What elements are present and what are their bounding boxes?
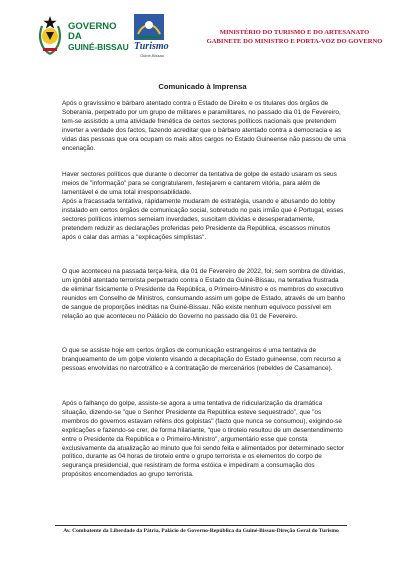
paragraph-3: Após a fracassada tentativa, rápidamente mudaram de estratégia, usando e abusando do lobby instalado em certos órgãos de comunicação social, sobretudo no país irmão que é Portugal, esses sectores políticos internos semeiam inverdades, suscitam dúvidas e desesperadamente, pretendem reduzir as declarações proferidas pelo Presidente da República, escassos minutos após o calar das armas a "explicações simplistas". <box>62 198 344 241</box>
footer-divider <box>55 525 347 526</box>
national-emblem-icon <box>36 14 64 58</box>
government-line-2: GUINÉ-BISSAU <box>68 42 129 52</box>
tourism-subtitle: Guiné-Bissau <box>140 53 165 58</box>
document-title: Comunicado à Imprensa <box>158 82 247 91</box>
ministry-block <box>192 28 397 46</box>
tourism-logo-mark <box>134 14 164 40</box>
government-line-1: GOVERNO DA <box>68 21 117 42</box>
paragraph-2: Haver sectores políticos que durante o decorrer da tentativa de golpe de estado usaram os seus meios de "informação" para se congratularem, festejarem e cantarem vitória, para além de lamentável é de uma total irresponsabilidade. <box>62 171 337 196</box>
paragraph-6: Após o falhanço do golpe, assiste-se agora a uma tentativa de ridicularização da dramática situação, dizendo-se "que o Senhor Presidente da República esteve sequestrado", que "os membros do governos estavam reféns dos golpistas" (facto que nunca se consumou), exigindo-se explicações e fazendo-se crer, de forma hilariante, "que o tiroteio resultou de um desentendimento entre o Presidente da República e o Primeiro-Ministro", argumentário esse que consta exclusivamente da atualização ao minuto que foi sendo feita e alimentados por determinado sector político, durante as 04 horas de tiroteio entre o grupo terrorista e os elementos do corpo de segurança presidencial, que resistiram de forma estóica e impediram a consumação dos propósitos encomendados ao grupo terrorista. <box>62 400 344 479</box>
tourism-wordmark: Turismo <box>134 41 169 52</box>
paragraph-5: O que se assiste hoje em certos órgãos de comunicação estrangeiros é uma tentativa de branqueamento de um golpe violento visando a decapitação do Estado guineense, com recurso a pessoas envolvidas no narcotráfico e à contratação de mercenários (rebeldes de Casamance). <box>62 347 341 372</box>
ministry-office: GABINETE DO MINISTRO E PORTA-VOZ DO GOVERNO <box>206 38 383 45</box>
government-name <box>68 22 130 52</box>
tourism-flag-icon <box>134 14 164 40</box>
paragraph-1: Após o gravíssimo e bárbaro atentado contra o Estado de Direito e os titulares dos órgãos de Soberania, perpetrado por um grupo de militares e paramilitares, no passado dia 01 de Fevereiro, tem-se assistido a uma atividade frenética de certos sectores políticos nacionais que pretendem inverter a verdade dos factos, fazendo acreditar que o bárbaro atentado contra a democracia e as vidas das pessoas que ora ocupam os mais altos cargos no Estado Guineense não passou de uma encenação. <box>62 100 346 152</box>
footer-address: Av. Combatente da Liberdade da Pátria, Palácio de Governo-República da Guiné-Bissau-Direção Geral do Turismo <box>63 528 339 534</box>
tourism-logo <box>134 14 178 64</box>
paragraph-4: O que aconteceu na passada terça-feira, dia 01 de Fevereiro de 2022, foi, sem sombra de dúvidas, um ignóbil atentado terrorista perpetrado contra o Estado da Guiné-Bissau, na tentativa frustrada de eliminar fisicamente o Presidente da República, o Primeiro-Ministro e os membros do executivo reunidos em Conselho de Ministros, consumando assim um golpe de Estado, através de um banho de sangue de proporções inéditas na Guiné-Bissau. Não existe nenhum equívoco possível em relação ao que aconteceu no Palácio do Governo no passado dia 01 de Fevereiro. <box>62 268 346 320</box>
ministry-name: MINISTÉRIO DO TURISMO E DO ARTESANATO <box>219 29 370 36</box>
letterhead <box>0 0 405 80</box>
